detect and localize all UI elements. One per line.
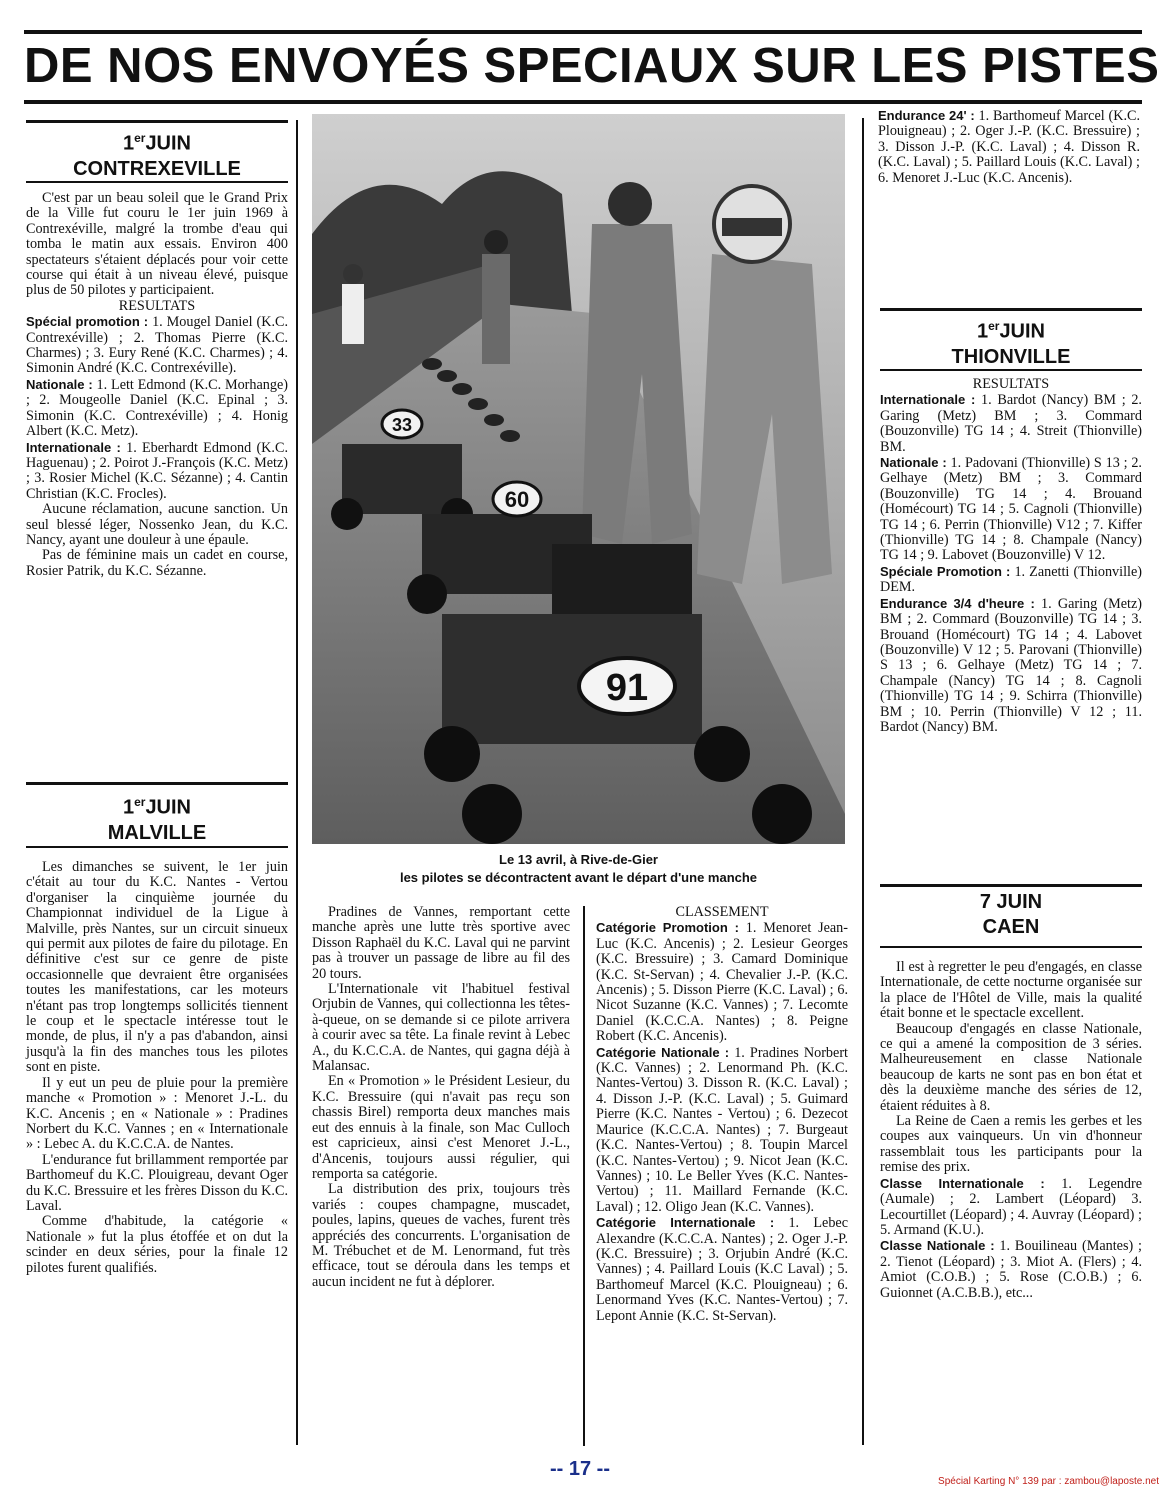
paragraph: C'est par un beau soleil que le Grand Prix de la Ville fut couru le 1er juin 1969 à Contrexéville, malgré la trombe d'eau qui tomba le matin aux essais. Environ 400 spectateurs s'étaient déplacés pour voir cette course qui était à un niveau élevé, puisque plus de 50 pilotes y participaient. [26,190,288,299]
section-rule-thionville [880,308,1142,311]
results-title: RESULTATS [972,376,1050,392]
section-head-caen: 7 JUIN CAEN [979,891,1043,938]
paragraph: Pas de féminine mais un cadet en course, Rosier Patrik, du K.C. Sézanne. [26,547,288,579]
section-rule-malville [26,782,288,785]
column-rule-3 [862,118,864,1445]
column-rule-2 [583,906,585,1446]
article-contrexeville [26,191,288,579]
section-rule-caen [880,884,1142,887]
column-rule-1 [296,120,298,1445]
result-entry: Endurance 3/4 d'heure : 1. Garing (Metz) BM ; 2. Commard (Bouzonville) TG 14 ; 3. Brouand (Homécourt) TG 14 ; 4. Labovet (Bouzonville) V 12 ; 5. Parovani (Thionville) S 13 ; 6. Gelhaye (Metz) TG 14 ; 7. Champale (Nancy) TG 14 ; 8. Cagnoli (Thionville) TG 14 ; 9. Schirra (Thionville) BM ; 10. Perrin (Thionville) V 12 ; 11. Bardot (Nancy) BM. [880,595,1143,735]
kart-number-91: 91 [605,667,649,709]
paragraph: Pradines de Vannes, remportant cette manche après une lutte très sportive avec Disson Raphaël du K.C. Laval qui ne parvint pas à trouver un passage de libre au fil des 20 tours. [312,904,570,982]
paragraph: Aucune réclamation, aucune sanction. Un seul blessé léger, Nossenko Jean, du K.C. Nancy, ayant une douleur à une épaule. [26,501,288,548]
paragraph: Beaucoup d'engagés en classe Nationale, ce qui a amené la composition de 3 séries. Malheureusement en classe Nationale beaucoup de karts ne sont pas en bon état et dès la deuxième manche des séries de 12, étaient réduites à 8. [880,1020,1142,1114]
classement-title: CLASSEMENT [675,904,769,920]
section-rule-contrexeville-bottom [26,181,288,183]
paragraph: L'Internationale vit l'habituel festival Orjubin de Vannes, qui collectionna les têtes-à-queue, on se demande si ce pilote arrivera à courir avec sa tête. La finale revint à Lebec A., du K.C.C.A. de Nantes, qui gagna déjà à Malansac. [312,981,570,1075]
kart-photo [312,114,845,844]
result-entry: Classe Nationale : 1. Bouilineau (Mantes) ; 2. Tienot (Léopard) ; 3. Miot A. (Flers) ; 4. Amiot (C.O.B.) ; 5. Rose (C.O.B.) ; 6. Guionnet (A.C.B.B.), etc... [880,1238,1142,1301]
kart-number-60: 60 [504,487,530,512]
caption-line-2: les pilotes se décontractent avant le départ d'une manche [399,870,758,885]
scan-credit: Spécial Karting N° 139 par : zambou@laposte.net [938,1476,1159,1487]
paragraph: Les dimanches se suivent, le 1er juin c'était au tour du K.C. Nantes - Vertou d'organiser la cinquième journée du Championnat individuel de la Ligue à Malville, près Nantes, sur un circuit sinueux qui permit aux pilotes de faire du pilotage. En définitive c'est sur ce genre de piste occasionnelle que devraient être organisées toutes les manifestations, car les moteurs n'étant pas trop longtemps sollicités tiennent le coup et le spectacle intéresse tout le monde, de plus, il n'y a pas d'abandon, ainsi jusqu'à la fin des manches tous les pilotes sont en piste. [26,859,288,1076]
result-entry: Spéciale Promotion : 1. Zanetti (Thionville) DEM. [880,563,1142,596]
section-head-malville: 1erJUIN MALVILLE [107,795,207,844]
article-caen [880,960,1142,1301]
paragraph: Il est à regretter le peu d'engagés, en classe Internationale, de cette nocturne organisée sur la place de l'Hôtel de Ville, mais la qualité était bonne et le spectacle excellent. [880,959,1142,1022]
result-entry: Catégorie Internationale : 1. Lebec Alexandre (K.C.C.A. Nantes) ; 2. Oger J.-P. (K.C. Bressuire) ; 3. Orjubin André (K.C. Vannes) ; 4. Paillard Louis (K.C Laval) ; 5. Barthomeuf Marcel (K.C. Plouigneau) ; 6. Lenormand Yves (K.C. Nantes-Vertou) ; 7. Lepont Annie (K.C. St-Servan). [596,1215,849,1324]
photo-caption [312,851,845,887]
result-entry: Nationale : 1. Padovani (Thionville) S 13 ; 2. Gelhaye (Metz) BM ; 3. Commard (Bouzonville) TG 14 ; 4. Brouand (Homécourt) TG 14 ; 5. Cagnoli (Thionville) TG 14 ; 6. Perrin (Thionville) V12 ; 7. Kiffer (Thionville) TG 14 ; 8. Champale (Nancy) TG 14 ; 9. Labovet (Bouzonville) V 12. [880,455,1142,564]
result-entry: Catégorie Promotion : 1. Menoret Jean-Luc (K.C. Ancenis) ; 2. Lesieur Georges (K.C. Bressuire) ; 3. Camard Dominique (K.C. St-Servan) ; 4. Chevalier J.-P. (K.C. Ancenis) ; 5. Disson Pierre (K.C. Laval) ; 6. Nicot Suzanne (K.C. Vannes) ; 7. Lecomte Daniel (K.C.C.A. Nantes) ; 8. Peigne Robert (K.C. Ancenis). [596,920,848,1045]
section-head-thionville: 1erJUIN THIONVILLE [951,319,1071,368]
section-rule-caen-bottom [880,946,1142,948]
result-entry: Spécial promotion : 1. Mougel Daniel (K.C. Contrexéville) ; 2. Thomas Pierre (K.C. Charmes) ; 3. Eury René (K.C. Charmes) ; 4. Simonin André (K.C. Contrexéville). [26,314,288,377]
result-entry: Classe Internationale : 1. Legendre (Aumale) ; 2. Lambert (Léopard) 3. Lecourtillet (Léopard) ; 4. Auvray (Léopard) ; 5. Armand (K.U.). [880,1175,1142,1238]
caption-line-1: Le 13 avril, à Rive-de-Gier [499,852,658,867]
article-thionville [880,377,1142,735]
paragraph: Comme d'habitude, la catégorie « Nationale » fut la plus étoffée et on dut la scinder en deux séries, pour la finale 12 pilotes furent qualifiés. [26,1213,288,1276]
page-headline: DE NOS ENVOYÉS SPECIAUX SUR LES PISTES [24,39,1160,93]
result-entry: Catégorie Nationale : 1. Pradines Norbert (K.C. Vannes) ; 2. Lenormand Ph. (K.C. Nantes-Vertou) 3. Disson R. (K.C. Laval) ; 4. Disson J.-P. (K.C. Laval) ; 5. Guimard Pierre (K.C. Nantes - Vertou) ; 6. Dezecot Maurice (K.C.C.A. Nantes) ; 7. Burgeaut (K.C. Nantes-Vertou) ; 8. Toupin Marcel (K.C. Nantes-Vertou) ; 9. Nicot Jean (K.C. Vannes) ; 10. Le Beller Yves (K.C. Nantes-Vertou) ; 11. Maillard Fernande (K.C. Laval) ; 12. Oligo Jean (K.C. Vannes). [596,1044,848,1215]
result-entry: Internationale : 1. Eberhardt Edmond (K.C. Haguenau) ; 2. Poirot J.-François (K.C. Metz) ; 3. Rosier Michel (K.C. Sézanne) ; 4. Cantin Christian (K.C. Frocles). [26,439,288,502]
headline-rule [24,100,1142,104]
paragraph: La Reine de Caen a remis les gerbes et les coupes aux vainqueurs. Un vin d'honneur rassemblait tous les participants pour la remise des prix. [880,1113,1142,1176]
kart-number-33: 33 [391,415,413,435]
section-head-contrexeville: 1erJUIN CONTREXEVILLE [73,131,241,180]
section-rule-thionville-bottom [880,369,1142,371]
results-title: RESULTATS [118,297,196,314]
paragraph: La distribution des prix, toujours très variés : coupes champagne, muscadet, poules, lapins, queues de vaches, furent très appréciés des concurrents. L'organisation de M. Trébuchet et de M. Lenormand, fut très efficace, tout se déroula dans les temps et aucun incident ne fut à déplorer. [312,1181,570,1290]
article-malville-col4 [878,108,1140,186]
paragraph: Il y eut un peu de pluie pour la première manche « Promotion » : Menoret J.-L. du K.C. Ancenis ; en « Nationale » : Pradines Norbert du K.C. Vannes ; en « Internationale » : Lebec A. du K.C.C.A. de Nantes. [26,1074,288,1153]
section-rule-contrexeville [26,120,288,123]
paragraph: L'endurance fut brillamment remportée par Barthomeuf du K.C. Plouigreau, devant Oger du K.C. Bressuire et les frères Disson du K.C. Laval. [26,1151,288,1214]
page-number: -- 17 -- [550,1458,610,1480]
paragraph: En « Promotion » le Président Lesieur, du K.C. Bressuire (qui n'avait pas reçu son chassis Birel) remporta deux manches mais eut des ennuis à la finale, son Mac Culloch est capricieux, ainsi c'est Menoret J.-L., d'Ancenis, toujours aussi régulier, qui remporta sa catégorie. [312,1073,570,1182]
result-entry: Internationale : 1. Bardot (Nancy) BM ; 2. Garing (Metz) BM ; 3. Commard (Bouzonville) TG 14 ; 4. Streit (Thionville) BM. [880,392,1142,455]
article-malville-col1 [26,860,288,1276]
kart-photo-illustration [312,114,845,844]
article-malville-col2 [312,905,570,1290]
section-rule-malville-bottom [26,846,288,848]
result-entry: Endurance 24' : 1. Barthomeuf Marcel (K.C. Plouigneau) ; 2. Oger J.-P. (K.C. Bressuire) ; 3. Disson J.-P. (K.C. Laval) ; 4. Disson R. (K.C. Laval) ; 5. Paillard Louis (K.C. Laval) ; 6. Menoret J.-Luc (K.C. Ancenis). [878,108,1140,186]
article-malville-classement [596,905,848,1324]
top-rule [24,30,1142,34]
result-entry: Nationale : 1. Lett Edmond (K.C. Morhange) ; 2. Mougeolle Daniel (K.C. Epinal ; 3. Simonin (K.C. Contrexéville) ; 4. Honig Albert (K.C. Metz). [26,376,288,440]
